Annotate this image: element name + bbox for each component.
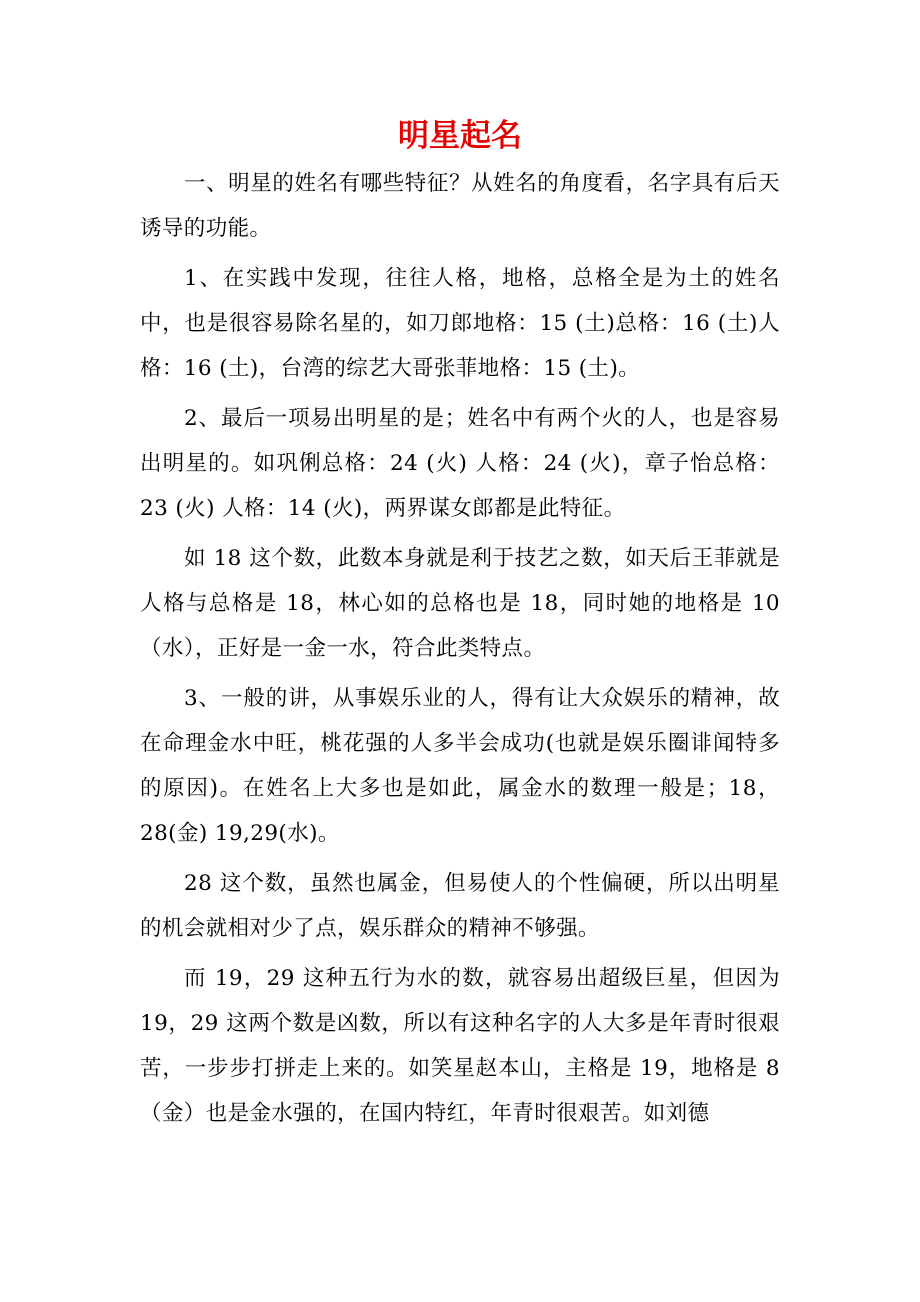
paragraph-number-28: 28 这个数，虽然也属金，但易使人的个性偏硬，所以出明星的机会就相对少了点，娱乐群众的精神不够强。 bbox=[140, 871, 780, 941]
paragraph-number-18: 如 18 这个数，此数本身就是利于技艺之数，如天后王菲就是人格与总格是 18，林心如的总格也是 18，同时她的地格是 10（水），正好是一金一水，符合此类特点。 bbox=[140, 546, 780, 661]
paragraph-number-19-29: 而 19，29 这种五行为水的数，就容易出超级巨星，但因为 19，29 这两个数是凶数，所以有这种名字的人大多是年青时很艰苦，一步步打拼走上来的。如笑星赵本山，主格是 19，地格是 8（金）也是金水强的，在国内特红，年青时很艰苦。如刘德 bbox=[140, 966, 780, 1126]
paragraph-intro: 一、明星的姓名有哪些特征？从姓名的角度看，名字具有后天诱导的功能。 bbox=[140, 171, 780, 241]
paragraph-point-3: 3、一般的讲，从事娱乐业的人，得有让大众娱乐的精神，故在命理金水中旺，桃花强的人多半会成功(也就是娱乐圈诽闻特多的原因)。在姓名上大多也是如此，属金水的数理一般是；18，28(金) 19,29(水)。 bbox=[140, 686, 780, 846]
paragraph-point-1: 1、在实践中发现，往往人格，地格，总格全是为土的姓名中，也是很容易除名星的，如刀郎地格：15 (土)总格：16 (土)人格：16 (土)，台湾的综艺大哥张菲地格：15 (土)。 bbox=[140, 266, 780, 381]
document-page bbox=[140, 112, 780, 1141]
document-title: 明星起名 bbox=[398, 118, 522, 154]
paragraph-point-2: 2、最后一项易出明星的是；姓名中有两个火的人，也是容易出明星的。如巩俐总格：24 (火) 人格：24 (火)，章子怡总格：23 (火) 人格：14 (火)，两界谋女郎都是此特征。 bbox=[140, 406, 780, 521]
